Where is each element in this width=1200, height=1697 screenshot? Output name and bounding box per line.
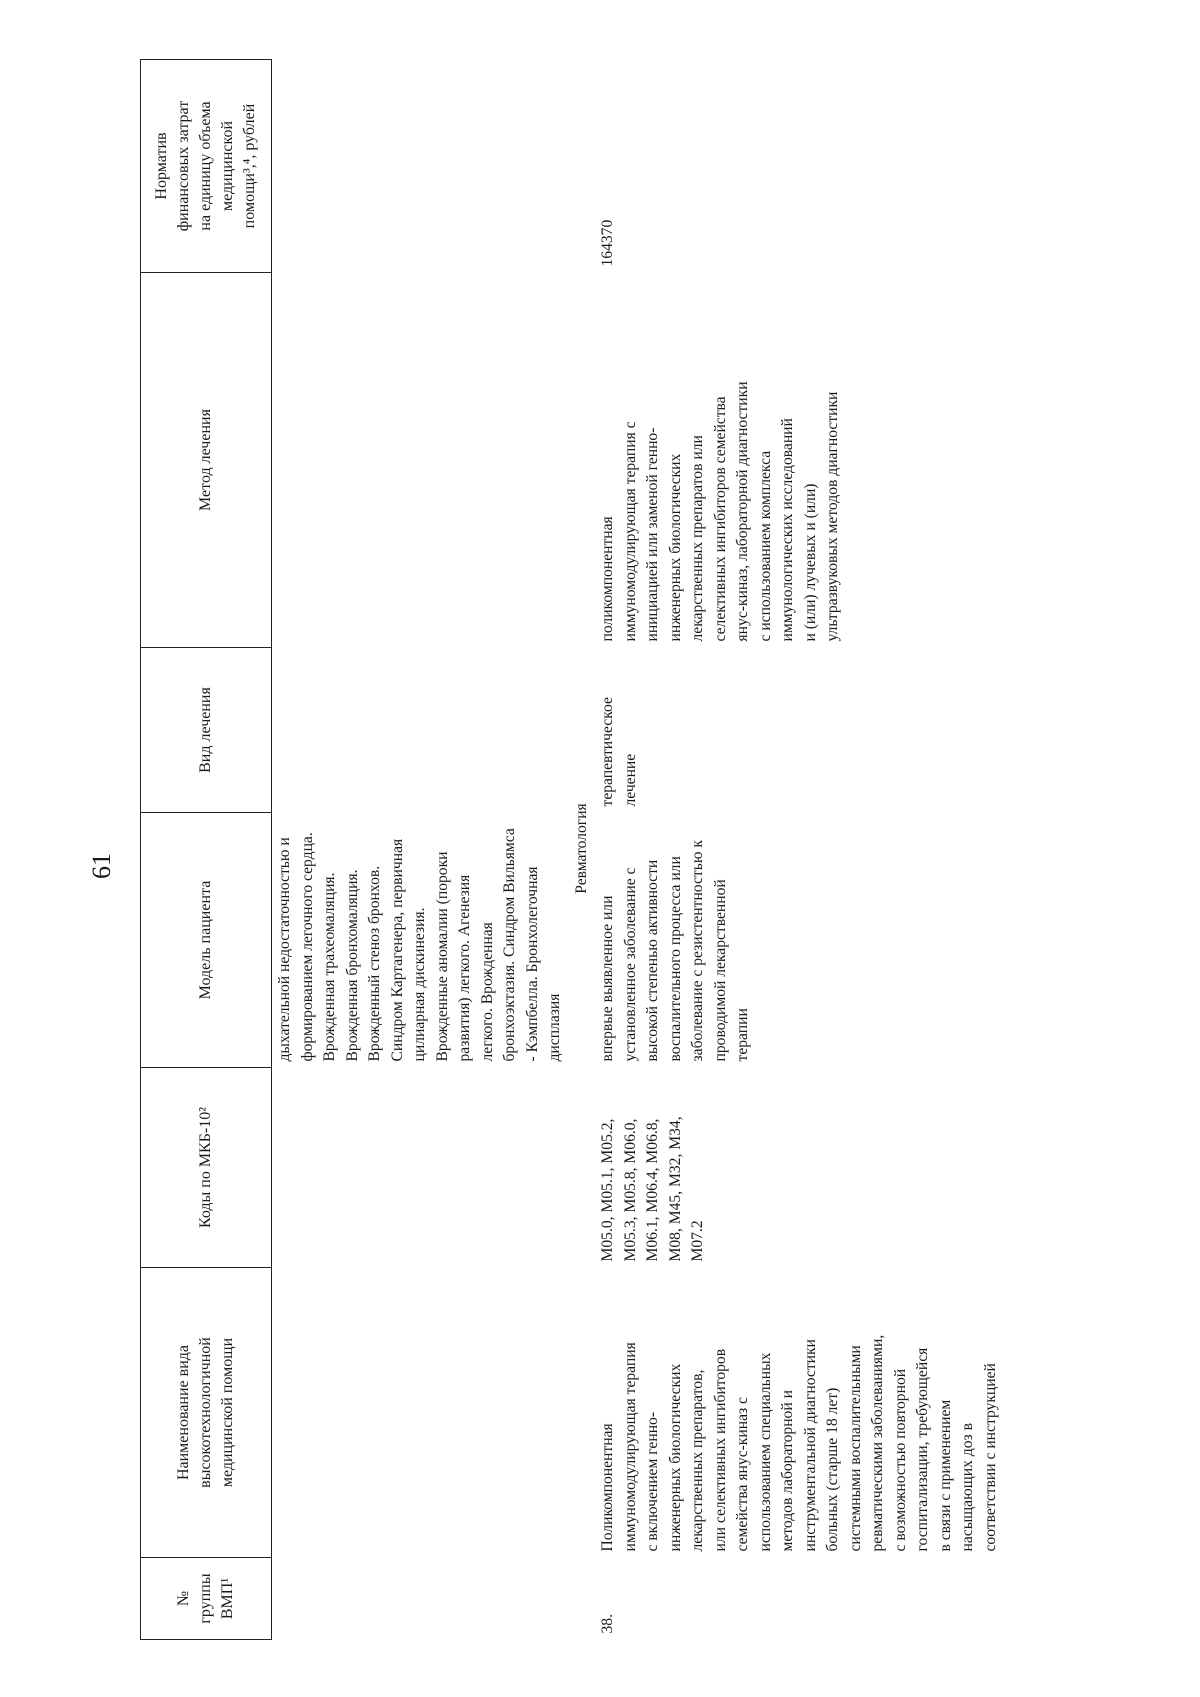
text-line: M05.3, M05.8, M06.0, — [621, 1118, 639, 1262]
text-line: лекарственных препаратов или — [689, 435, 706, 642]
text-line: соответствии с инструкцией — [981, 1363, 999, 1552]
cell-care-type-name — [595, 1268, 1004, 1558]
text-line: бронхоэктазия. Синдром Вильямса — [501, 828, 518, 1062]
text-line: группы — [197, 1573, 214, 1624]
header-icd10-codes — [141, 1068, 272, 1268]
text-line: Врожденная трахеомаляция. — [321, 872, 338, 1062]
section-header-row — [569, 60, 596, 1640]
cell-treatment-method — [272, 273, 569, 648]
text-line: методов лабораторной и — [779, 1390, 796, 1552]
text-line: иммунологических исследований — [779, 418, 796, 642]
text-line: в связи с применением — [936, 1399, 954, 1552]
text-line: проводимой лекарственной — [711, 879, 729, 1062]
text-line: дыхательной недостаточностью и — [276, 837, 293, 1062]
cell-icd10-codes — [595, 1068, 1004, 1268]
text-line: терапевтическое — [599, 697, 616, 807]
text-line: медицинской помощи — [219, 1337, 236, 1488]
text-line: Врожденный стеноз бронхов. — [366, 865, 383, 1062]
text-line: Наименование вида — [175, 1344, 192, 1481]
text-line: медицинской — [219, 120, 236, 212]
text-line: Врожденная бронхомаляция. — [343, 869, 361, 1062]
text-line: госпитализации, требующейся — [914, 1347, 931, 1552]
text-line: установленное заболевание с — [621, 867, 639, 1062]
header-group-number — [141, 1558, 272, 1640]
rotated-table-container — [140, 60, 1140, 1640]
text-line: на единицу объема — [197, 101, 214, 231]
text-line: лечение — [621, 753, 639, 807]
text-line: с возможностью повторной — [891, 1368, 909, 1552]
cell-patient-model — [272, 813, 569, 1068]
text-line: системными воспалительными — [846, 1345, 864, 1552]
header-cost-norm — [141, 60, 272, 273]
text-line: ревматическими заболеваниями, — [869, 1334, 886, 1552]
text-line: Вид лечения — [197, 687, 214, 773]
text-line: насыщающих доз в — [959, 1423, 976, 1552]
text-line: Метод лечения — [197, 409, 214, 511]
text-line: - Кэмпбелла. Бронхолегочная — [523, 866, 541, 1062]
table-row — [272, 60, 569, 1640]
header-patient-model — [141, 813, 272, 1068]
text-line: № — [175, 1590, 192, 1607]
text-line: M07.2 — [689, 1220, 706, 1262]
text-line: Поликомпонентная — [599, 1423, 616, 1552]
text-line: финансовых затрат — [175, 100, 192, 232]
text-line: M05.0, M05.1, M05.2, — [599, 1118, 616, 1262]
text-line: Синдром Картагенера, первичная — [388, 838, 406, 1062]
text-line: инженерных биологических — [666, 453, 684, 642]
cell-patient-model — [595, 813, 1004, 1068]
text-line: или селективных ингибиторов — [711, 1348, 729, 1552]
text-line: и (или) лучевых и (или) — [801, 483, 819, 642]
cell-care-type-name — [272, 1268, 569, 1558]
text-line: Норматив — [153, 132, 170, 200]
cell-group-number — [272, 1558, 569, 1640]
cell-treatment-method — [595, 273, 1004, 648]
header-care-type-name — [141, 1268, 272, 1558]
section-title: Ревматология — [572, 803, 590, 894]
text-line: Коды по МКБ-10² — [197, 1106, 214, 1229]
text-line: терапии — [734, 1008, 751, 1062]
text-line: лекарственных препаратов, — [689, 1369, 706, 1552]
text-line: с использованием комплекса — [756, 450, 774, 642]
text-line: инструментальной диагностики — [801, 1339, 819, 1552]
text-line: заболевание с резистентностью к — [689, 840, 706, 1062]
text-line: формированием легочного сердца. — [298, 832, 316, 1062]
text-line: высокой степенью активности — [644, 859, 661, 1062]
text-line: впервые выявленное или — [599, 895, 616, 1062]
text-line: семейства янус-киназ с — [734, 1397, 751, 1552]
text-line: воспалительного процесса или — [666, 856, 684, 1062]
cell-cost-norm — [272, 60, 569, 273]
text-line: селективных ингибиторов семейства — [711, 396, 729, 642]
page-number: 61 — [87, 853, 116, 879]
text-line: использованием специальных — [756, 1352, 774, 1552]
text-line: M06.1, M06.4, M06.8, — [644, 1118, 661, 1262]
text-line: легкого. Врожденная — [478, 922, 496, 1062]
text-line: Врожденные аномалии (пороки — [433, 851, 451, 1062]
header-treatment-method — [141, 273, 272, 648]
text-line: ультразвуковых методов диагностики — [824, 391, 841, 642]
text-line: больных (старше 18 лет) — [824, 1387, 841, 1552]
cell-treatment-type — [595, 648, 1004, 813]
text-line: дисплазия — [546, 993, 563, 1062]
vmp-table — [140, 59, 1004, 1640]
text-line: Модель пациента — [197, 880, 214, 1000]
text-line: инициацией или заменой генно- — [644, 427, 661, 642]
text-line: с включением генно- — [644, 1411, 661, 1552]
cell-group-number: 38. — [599, 1614, 616, 1634]
text-line: иммуномодулирующая терапия с — [621, 421, 639, 642]
cell-icd10-codes — [272, 1068, 569, 1268]
header-treatment-type — [141, 648, 272, 813]
text-line: иммуномодулирующая терапия — [621, 1342, 639, 1552]
text-line: развития) легкого. Агенезия — [456, 874, 473, 1062]
text-line: инженерных биологических — [666, 1363, 684, 1552]
text-line: цилиарная дискинезия. — [411, 907, 428, 1062]
cell-treatment-type — [272, 648, 569, 813]
text-line: янус-киназ, лабораторной диагностики — [734, 381, 751, 642]
text-line: M08, M45, M32, M34, — [666, 1116, 684, 1262]
text-line: помощи³,⁴, рублей — [241, 103, 258, 229]
table-header-row — [141, 60, 272, 1640]
text-line: высокотехнологичной — [197, 1337, 214, 1488]
cell-cost-norm: 164370 — [599, 219, 616, 267]
text-line: поликомпонентная — [599, 516, 616, 642]
text-line: ВМП¹ — [219, 1577, 236, 1620]
table-row — [595, 60, 1004, 1640]
